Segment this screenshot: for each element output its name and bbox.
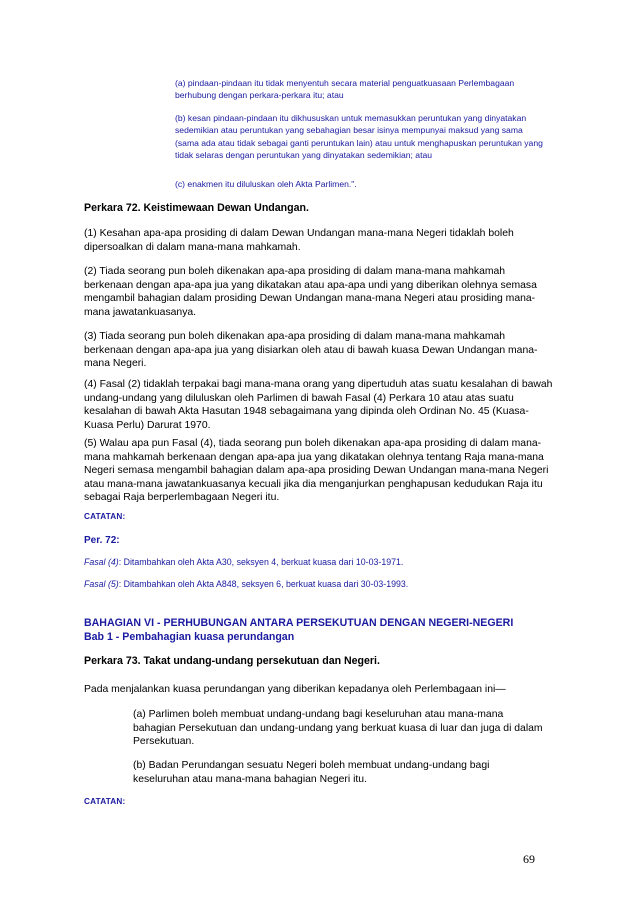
note-fasal-4-text: : Ditambahkan oleh Akta A30, seksyen 4, berkuat kuasa dari 10-03-1971. <box>118 557 404 567</box>
catatan-label-73: CATATAN: <box>84 797 126 806</box>
note-fasal-5-label: Fasal (5) <box>84 579 119 589</box>
article-73-intro: Pada menjalankan kuasa perundangan yang diberikan kepadanya oleh Perlembagaan ini— <box>84 684 506 695</box>
quoted-clause-b: (b) kesan pindaan-pindaan itu dikhususkan untuk memasukkan peruntukan yang dinyatakan sedemikian atau peruntukan yang sebahagian besar isinya mempunyai maksud yang sama (sama ada atau tidak sebagai ganti peruntukan lain) atau untuk menghapuskan peruntukan yang tidak selaras dengan peruntukan yang dinyatakan sedemikian; atau <box>175 113 543 160</box>
quoted-clause-a: (a) pindaan-pindaan itu tidak menyentuh secara material penguatkuasaan Perlembagaan berhubung dengan perkara-perkara itu; atau <box>175 78 515 101</box>
article-73-clause-b: (b) Badan Perundangan sesuatu Negeri boleh membuat undang-undang bagi keseluruhan atau mana-mana bahagian Negeri itu. <box>133 760 490 785</box>
note-fasal-4-label: Fasal (4) <box>84 557 119 567</box>
article-72-clause-4: (4) Fasal (2) tidaklah terpakai bagi mana-mana orang yang dipertuduh atas suatu kesalahan di bawah undang-undang yang diluluskan oleh Parlimen di bawah Fasal (4) Perkara 10 atau atas suatu kesalahan di bawah Akta Hasutan 1948 sebagaimana yang dipinda oleh Ordinan No. 45 (Kuasa-Kuasa Perlu) Darurat 1970. <box>84 379 553 431</box>
note-fasal-4 <box>84 556 554 568</box>
article-73-clause-a: (a) Parlimen boleh membuat undang-undang bagi keseluruhan atau mana-mana bahagian Persekutuan dan undang-undang yang berkuat kuasa di luar dan juga di dalam Persekutuan. <box>133 709 543 748</box>
page-number: 69 <box>523 852 535 866</box>
chapter-1-title: Bab 1 - Pembahagian kuasa perundangan <box>84 631 295 643</box>
note-fasal-5-text: : Ditambahkan oleh Akta A848, seksyen 6, berkuat kuasa dari 30-03-1993. <box>118 579 409 589</box>
note-fasal-5 <box>84 578 554 590</box>
article-72-clause-1: (1) Kesahan apa-apa prosiding di dalam Dewan Undangan mana-mana Negeri tidaklah boleh dipersoalkan di dalam mana-mana mahkamah. <box>84 228 514 253</box>
article-72-title: Perkara 72. Keistimewaan Dewan Undangan. <box>84 202 309 214</box>
article-73-title: Perkara 73. Takat undang-undang persekutuan dan Negeri. <box>84 655 380 667</box>
article-72-clause-3: (3) Tiada seorang pun boleh dikenakan apa-apa prosiding di dalam mana-mana mahkamah berkenaan dengan apa-apa jua yang disiarkan oleh atau di bawah kuasa Dewan Undangan mana-mana Negeri. <box>84 331 538 370</box>
per-72-label: Per. 72: <box>84 535 120 546</box>
quoted-clause-c: (c) enakmen itu diluluskan oleh Akta Parlimen.". <box>175 179 357 189</box>
part-6-title: BAHAGIAN VI - PERHUBUNGAN ANTARA PERSEKUTUAN DENGAN NEGERI-NEGERI <box>84 617 514 629</box>
article-72-clause-2: (2) Tiada seorang pun boleh dikenakan apa-apa prosiding di dalam mana-mana mahkamah berkenaan dengan apa-apa jua yang dikatakan atau apa-apa undi yang diberikan olehnya semasa mengambil bahagian dalam prosiding Dewan Undangan mana-mana Negeri atau prosiding mana-mana jawatankuasanya. <box>84 266 537 318</box>
article-72-clause-5: (5) Walau apa pun Fasal (4), tiada seorang pun boleh dikenakan apa-apa prosiding di dalam mana-mana mahkamah berkenaan dengan apa-apa jua yang dikatakan olehnya tentang Raja mana-mana Negeri semasa mengambil bahagian dalam apa-apa prosiding Dewan Undangan mana-mana Negeri atau mana-mana jawatankuasanya kecuali jika dia menganjurkan penghapusan kedudukan Raja itu sebagai Raja berperlembagaan Negeri itu. <box>84 438 549 504</box>
catatan-label: CATATAN: <box>84 512 126 521</box>
